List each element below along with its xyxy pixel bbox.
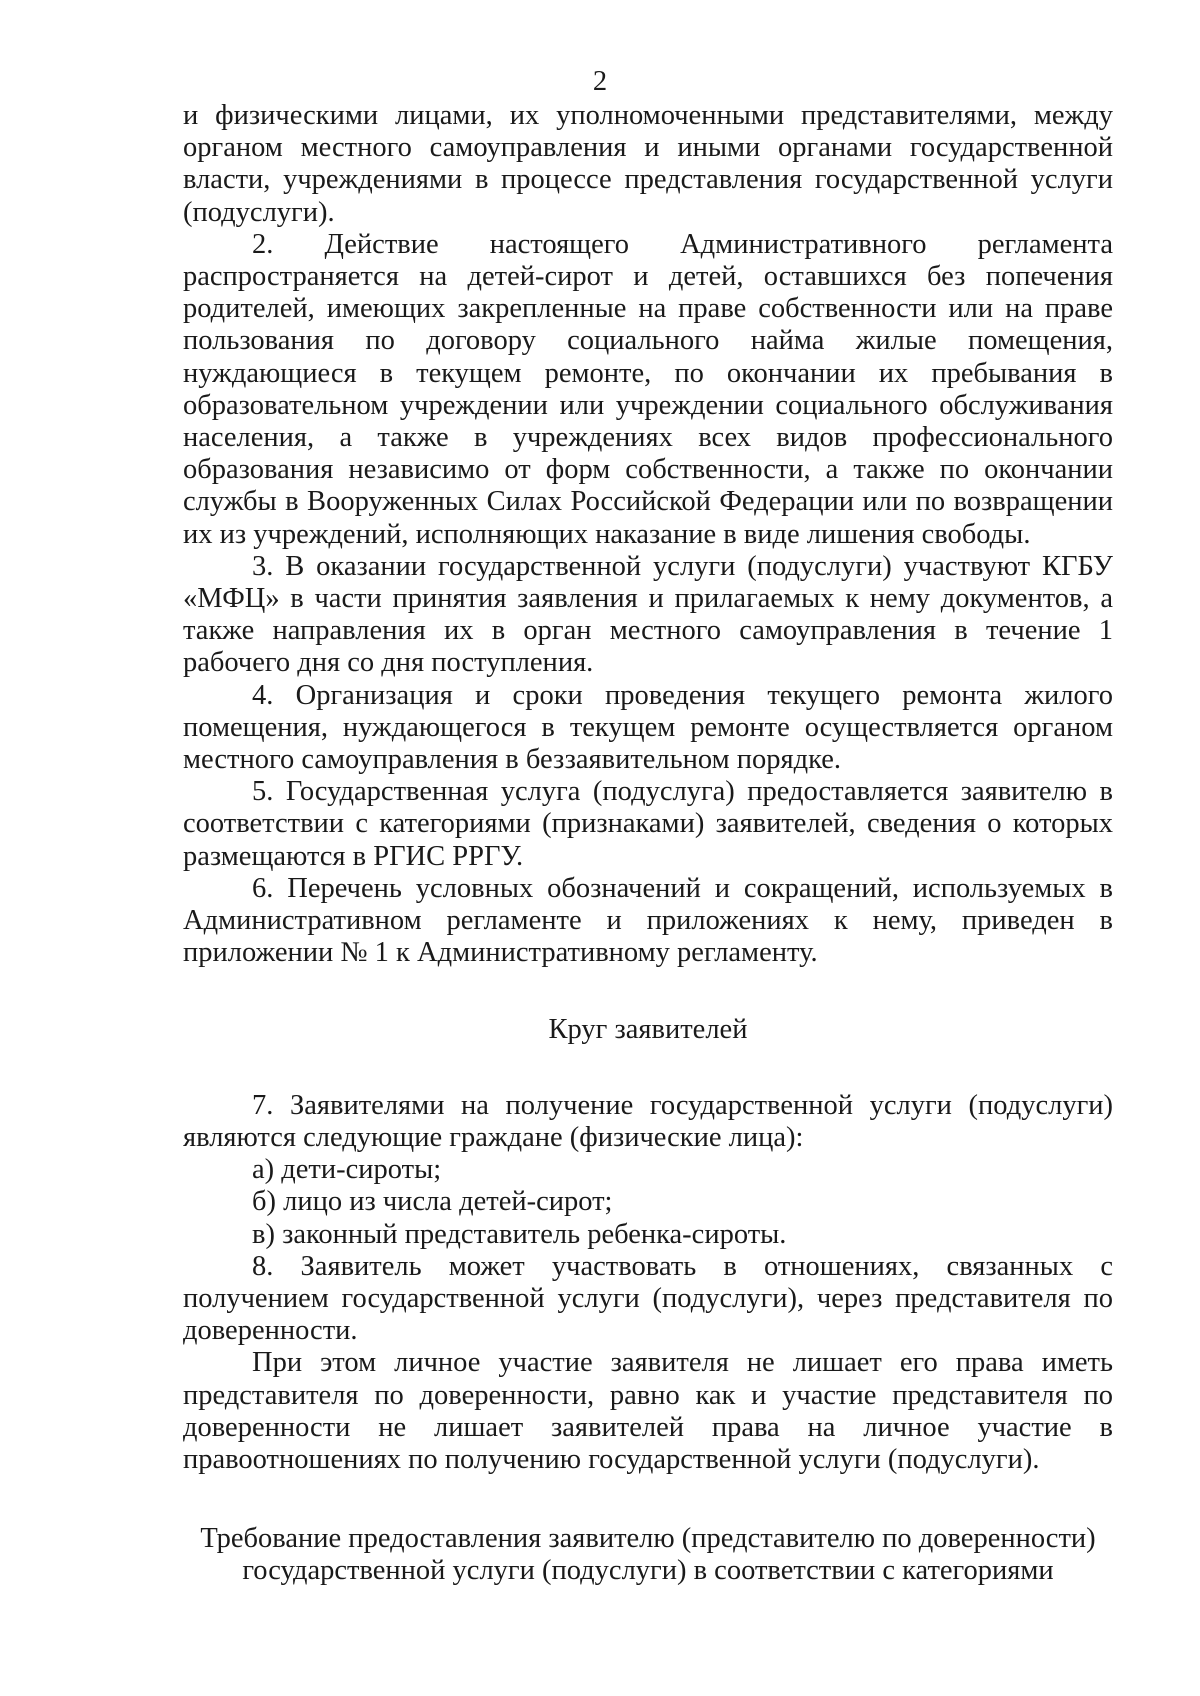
paragraph-3: 3. В оказании государственной услуги (подуслуги) участвуют КГБУ «МФЦ» в части принятия заявления и прилагаемых к нему документов, а также направления их в орган местного самоуправления в течение 1 рабочего дня со дня поступления. (183, 550, 1113, 679)
document-body (183, 100, 1113, 1588)
paragraph-5: 5. Государственная услуга (подуслуга) предоставляется заявителю в соответствии с категориями (признаками) заявителей, сведения о которых размещаются в РГИС РРГУ. (183, 776, 1113, 872)
section-heading: Круг заявителей (548, 1014, 748, 1046)
final-heading-line-2: государственной услуги (подуслуги) в соответствии с категориями (242, 1555, 1054, 1587)
page-number: 2 (592, 66, 608, 97)
paragraph-8: 8. Заявитель может участвовать в отношениях, связанных с получением государственной услуги (подуслуги), через представителя по доверенности. (183, 1250, 1113, 1347)
paragraph-6: 6. Перечень условных обозначений и сокращений, используемых в Административном регламенте и приложениях к нему, приведен в приложении № 1 к Административному регламенту. (183, 872, 1113, 969)
paragraph-8-continued: При этом личное участие заявителя не лишает его права иметь представителя по доверенности, равно как и участие представителя по доверенности не лишает заявителей права на личное участие в правоотношениях по получению государственной услуги (подуслуги). (183, 1347, 1113, 1475)
final-heading-line-1: Требование предоставления заявителю (представителю по доверенности) (200, 1523, 1096, 1555)
list-item: б) лицо из числа детей-сирот; (252, 1186, 613, 1218)
paragraph-4: 4. Организация и сроки проведения текущего ремонта жилого помещения, нуждающегося в текущем ремонте осуществляется органом местного самоуправления в беззаявительном порядке. (183, 679, 1113, 776)
paragraph-continuation: и физическими лицами, их уполномоченными представителями, между органом местного самоуправления и иными органами государственной власти, учреждениями в процессе представления государственной услуги (подуслуги). (183, 100, 1113, 228)
paragraph-7: 7. Заявителями на получение государственной услуги (подуслуги) являются следующие граждане (физические лица): (183, 1089, 1113, 1153)
list-item: в) законный представитель ребенка-сироты. (252, 1218, 787, 1250)
paragraph-2: 2. Действие настоящего Административного регламента распространяется на детей-сирот и детей, оставшихся без попечения родителей, имеющих закрепленные на праве собственности или на праве пользования по договору социального найма жилые помещения, нуждающиеся в текущем ремонте, по окончании их пребывания в образовательном учреждении или учреждении социального обслуживания населения, а также в учреждениях всех видов профессионального образования независимо от форм собственности, а также по окончании службы в Вооруженных Силах Российской Федерации или по возвращении их из учреждений, исполняющих наказание в виде лишения свободы. (183, 228, 1113, 550)
list-item: а) дети-сироты; (252, 1154, 442, 1186)
